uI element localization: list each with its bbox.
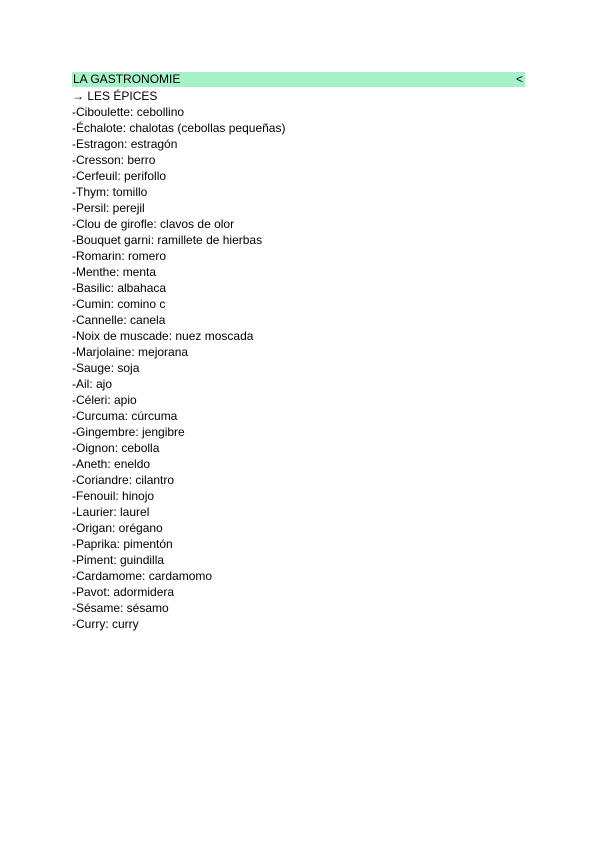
list-item: -Sésame: sésamo xyxy=(72,601,169,615)
list-item: -Cannelle: canela xyxy=(72,313,166,327)
section-heading: → LES ÉPICES xyxy=(72,89,158,103)
list-item: -Cumin: comino c xyxy=(72,297,166,311)
list-item: -Oignon: cebolla xyxy=(72,441,160,455)
list-item: -Persil: perejil xyxy=(72,201,145,215)
list-item: -Ciboulette: cebollino xyxy=(72,105,185,119)
list-item: -Piment: guindilla xyxy=(72,553,165,567)
list-item: -Ail: ajo xyxy=(72,377,113,391)
list-item: -Sauge: soja xyxy=(72,361,140,375)
list-item: -Curcuma: cúrcuma xyxy=(72,409,178,423)
title-bar xyxy=(72,72,525,87)
list-item: -Cerfeuil: perifollo xyxy=(72,169,167,183)
list-item: -Curry: curry xyxy=(72,617,139,631)
list-item: -Cardamome: cardamomo xyxy=(72,569,213,583)
list-item: -Cresson: berro xyxy=(72,153,156,167)
list-item: -Marjolaine: mejorana xyxy=(72,345,189,359)
list-item: -Romarin: romero xyxy=(72,249,167,263)
list-item: -Échalote: chalotas (cebollas pequeñas) xyxy=(72,121,286,135)
document-content xyxy=(72,72,525,632)
list-item: -Menthe: menta xyxy=(72,265,157,279)
title-marker: < xyxy=(515,72,523,86)
list-item: -Noix de muscade: nuez moscada xyxy=(72,329,254,343)
list-item: -Basilic: albahaca xyxy=(72,281,167,295)
list-item: -Estragon: estragón xyxy=(72,137,178,151)
list-item: -Clou de girofle: clavos de olor xyxy=(72,217,235,231)
list-item: -Gingembre: jengibre xyxy=(72,425,185,439)
list-item: -Coriandre: cilantro xyxy=(72,473,175,487)
list-item: -Thym: tomillo xyxy=(72,185,148,199)
document-title: LA GASTRONOMIE xyxy=(73,72,181,86)
list-item: -Fenouil: hinojo xyxy=(72,489,155,503)
list-item: -Céleri: apio xyxy=(72,393,137,407)
list-item: -Aneth: eneldo xyxy=(72,457,151,471)
list-item: -Laurier: laurel xyxy=(72,505,150,519)
list-item: -Bouquet garni: ramillete de hierbas xyxy=(72,233,263,247)
list-item: -Pavot: adormidera xyxy=(72,585,175,599)
list-item: -Origan: orégano xyxy=(72,521,163,535)
list-item: -Paprika: pimentón xyxy=(72,537,173,551)
spice-list xyxy=(72,104,525,632)
